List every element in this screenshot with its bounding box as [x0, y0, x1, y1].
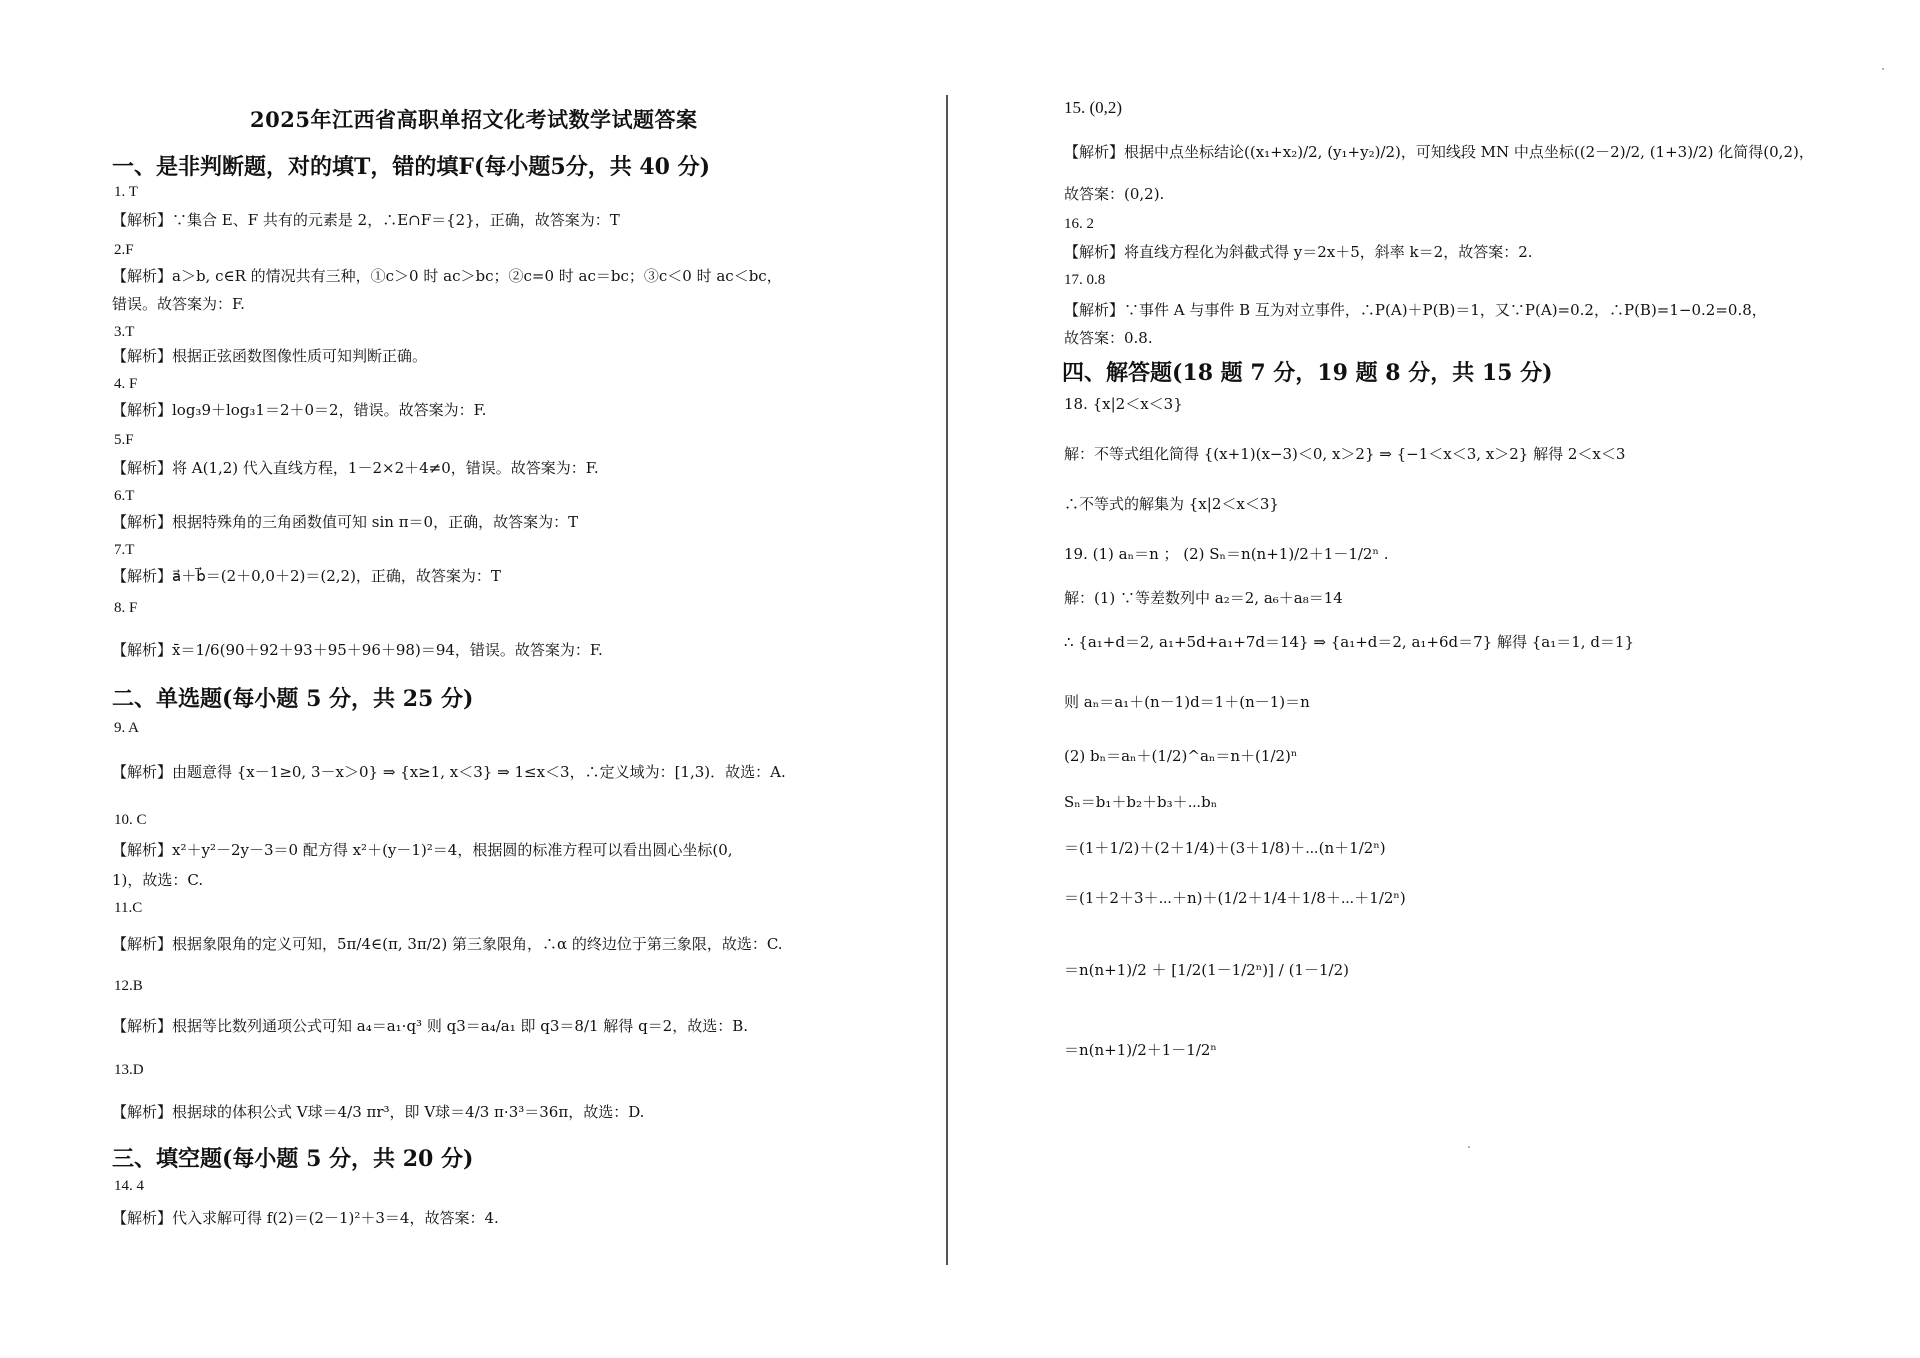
answer-9: 9. A: [114, 720, 140, 736]
explanation-1: 【解析】∵集合 E、F 共有的元素是 2，∴E∩F＝{2}，正确，故答案为：T: [112, 211, 620, 229]
answer-19: 19. (1) aₙ＝n ； (2) Sₙ＝n(n+1)/2＋1－1/2ⁿ .: [1064, 545, 1389, 563]
answer-10: 10. C: [114, 812, 147, 828]
explanation-15: 【解析】根据中点坐标结论((x₁+x₂)/2, (y₁+y₂)/2)，可知线段 MN 中点坐标((2－2)/2, (1+3)/2) 化简得(0,2)，: [1064, 143, 1814, 161]
solution-19-step5: Sₙ＝b₁＋b₂＋b₃＋⋯bₙ: [1064, 793, 1218, 811]
solution-19-step7: ＝(1＋2＋3＋⋯＋n)＋(1/2＋1/4＋1/8＋⋯＋1/2ⁿ): [1064, 889, 1406, 907]
explanation-10-line2: 1)，故选：C.: [112, 871, 204, 889]
answer-13: 13.D: [114, 1062, 144, 1078]
explanation-17-conclusion: 故答案：0.8.: [1064, 329, 1153, 347]
solution-19-final: ＝n(n+1)/2＋1－1/2ⁿ: [1064, 1041, 1217, 1059]
solution-19-step8: ＝n(n+1)/2 ＋ [1/2(1－1/2ⁿ)] / (1－1/2): [1064, 961, 1349, 979]
explanation-4: 【解析】log₃9＋log₃1＝2＋0＝2，错误。故答案为：F.: [112, 401, 487, 419]
answer-16: 16. 2: [1064, 216, 1094, 232]
explanation-5: 【解析】将 A(1,2) 代入直线方程，1－2×2＋4≠0，错误。故答案为：F.: [112, 459, 599, 477]
explanation-15-conclusion: 故答案：(0,2).: [1064, 185, 1165, 203]
answer-1: 1. T: [114, 184, 138, 200]
right-column: [950, 0, 1920, 1358]
explanation-9: 【解析】由题意得 {x－1≥0, 3－x＞0} ⇒ {x≥1, x＜3} ⇒ 1≤x＜3，∴定义域为：[1,3)．故选：A.: [112, 763, 786, 781]
solution-19-step2: ∴ {a₁+d＝2, a₁+5d+a₁+7d＝14} ⇒ {a₁+d＝2, a₁+6d＝7} 解得 {a₁＝1, d＝1}: [1064, 633, 1635, 651]
solution-18-result: ∴不等式的解集为 {x|2＜x＜3}: [1064, 495, 1279, 513]
explanation-12: 【解析】根据等比数列通项公式可知 a₄＝a₁·q³ 则 q3＝a₄/a₁ 即 q3＝8/1 解得 q＝2，故选：B.: [112, 1017, 749, 1035]
section-heading-solutions: 四、解答题(18 题 7 分，19 题 8 分，共 15 分): [1062, 360, 1553, 386]
solution-19-step3: 则 aₙ＝a₁＋(n－1)d＝1＋(n－1)＝n: [1064, 693, 1310, 711]
explanation-2-line2: 错误。故答案为：F.: [112, 295, 245, 313]
answer-4: 4. F: [114, 376, 138, 392]
explanation-14: 【解析】代入求解可得 f(2)＝(2－1)²＋3＝4，故答案：4.: [112, 1209, 499, 1227]
explanation-6: 【解析】根据特殊角的三角函数值可知 sin π＝0，正确，故答案为：T: [112, 513, 579, 531]
scan-speck: [1468, 1146, 1470, 1148]
answer-2: 2.F: [114, 242, 134, 258]
answer-6: 6.T: [114, 488, 135, 504]
section-heading-single-choice: 二、单选题(每小题 5 分，共 25 分): [112, 686, 474, 712]
answer-15: 15. (0,2): [1064, 98, 1123, 117]
explanation-11: 【解析】根据象限角的定义可知，5π/4∈(π, 3π/2) 第三象限角，∴α 的终边位于第三象限，故选：C.: [112, 935, 783, 953]
answer-5: 5.F: [114, 432, 134, 448]
explanation-17: 【解析】∵事件 A 与事件 B 互为对立事件，∴P(A)＋P(B)＝1，又∵P(A)=0.2，∴P(B)=1−0.2=0.8，: [1064, 301, 1767, 319]
explanation-10-line1: 【解析】x²＋y²－2y－3＝0 配方得 x²＋(y－1)²＝4，根据圆的标准方程可以看出圆心坐标(0,: [112, 841, 733, 859]
answer-11: 11.C: [114, 900, 143, 916]
column-divider: [946, 95, 948, 1265]
explanation-16: 【解析】将直线方程化为斜截式得 y＝2x＋5，斜率 k＝2，故答案：2.: [1064, 243, 1533, 261]
answer-14: 14. 4: [114, 1178, 144, 1194]
explanation-2-line1: 【解析】a＞b, c∈R 的情况共有三种，①c＞0 时 ac＞bc；②c=0 时 ac＝bc；③c＜0 时 ac＜bc，: [112, 267, 782, 285]
answer-3: 3.T: [114, 324, 135, 340]
explanation-7: 【解析】a⃗＋b⃗＝(2＋0,0＋2)＝(2,2)，正确，故答案为：T: [112, 567, 501, 585]
solution-19-step6: ＝(1＋1/2)＋(2＋1/4)＋(3＋1/8)＋⋯(n＋1/2ⁿ): [1064, 839, 1386, 857]
page-title: 2025年江西省高职单招文化考试数学试题答案: [250, 107, 698, 132]
answer-7: 7.T: [114, 542, 135, 558]
answer-18: 18. {x|2＜x＜3}: [1064, 395, 1183, 413]
answer-8: 8. F: [114, 600, 138, 616]
solution-18-step1: 解：不等式组化简得 {(x+1)(x−3)＜0, x＞2} ⇒ {−1＜x＜3, x＞2} 解得 2＜x＜3: [1064, 445, 1626, 463]
section-heading-fill-blank: 三、填空题(每小题 5 分，共 20 分): [112, 1146, 474, 1172]
answer-12: 12.B: [114, 978, 143, 994]
explanation-13: 【解析】根据球的体积公式 V球＝4/3 πr³，即 V球＝4/3 π·3³＝36π，故选：D.: [112, 1103, 645, 1121]
scan-speck: [1882, 68, 1884, 70]
explanation-8: 【解析】x̄＝1/6(90＋92＋93＋95＋96＋98)＝94，错误。故答案为：F.: [112, 641, 603, 659]
section-heading-true-false: 一、是非判断题，对的填T，错的填F(每小题5分，共 40 分): [112, 154, 711, 180]
solution-19-step4: (2) bₙ＝aₙ＋(1/2)^aₙ＝n＋(1/2)ⁿ: [1064, 747, 1298, 765]
left-column: [0, 0, 945, 1358]
answer-17: 17. 0.8: [1064, 272, 1106, 288]
explanation-3: 【解析】根据正弦函数图像性质可知判断正确。: [112, 347, 428, 365]
solution-19-step1: 解：(1) ∵等差数列中 a₂＝2, a₆＋a₈＝14: [1064, 589, 1343, 607]
